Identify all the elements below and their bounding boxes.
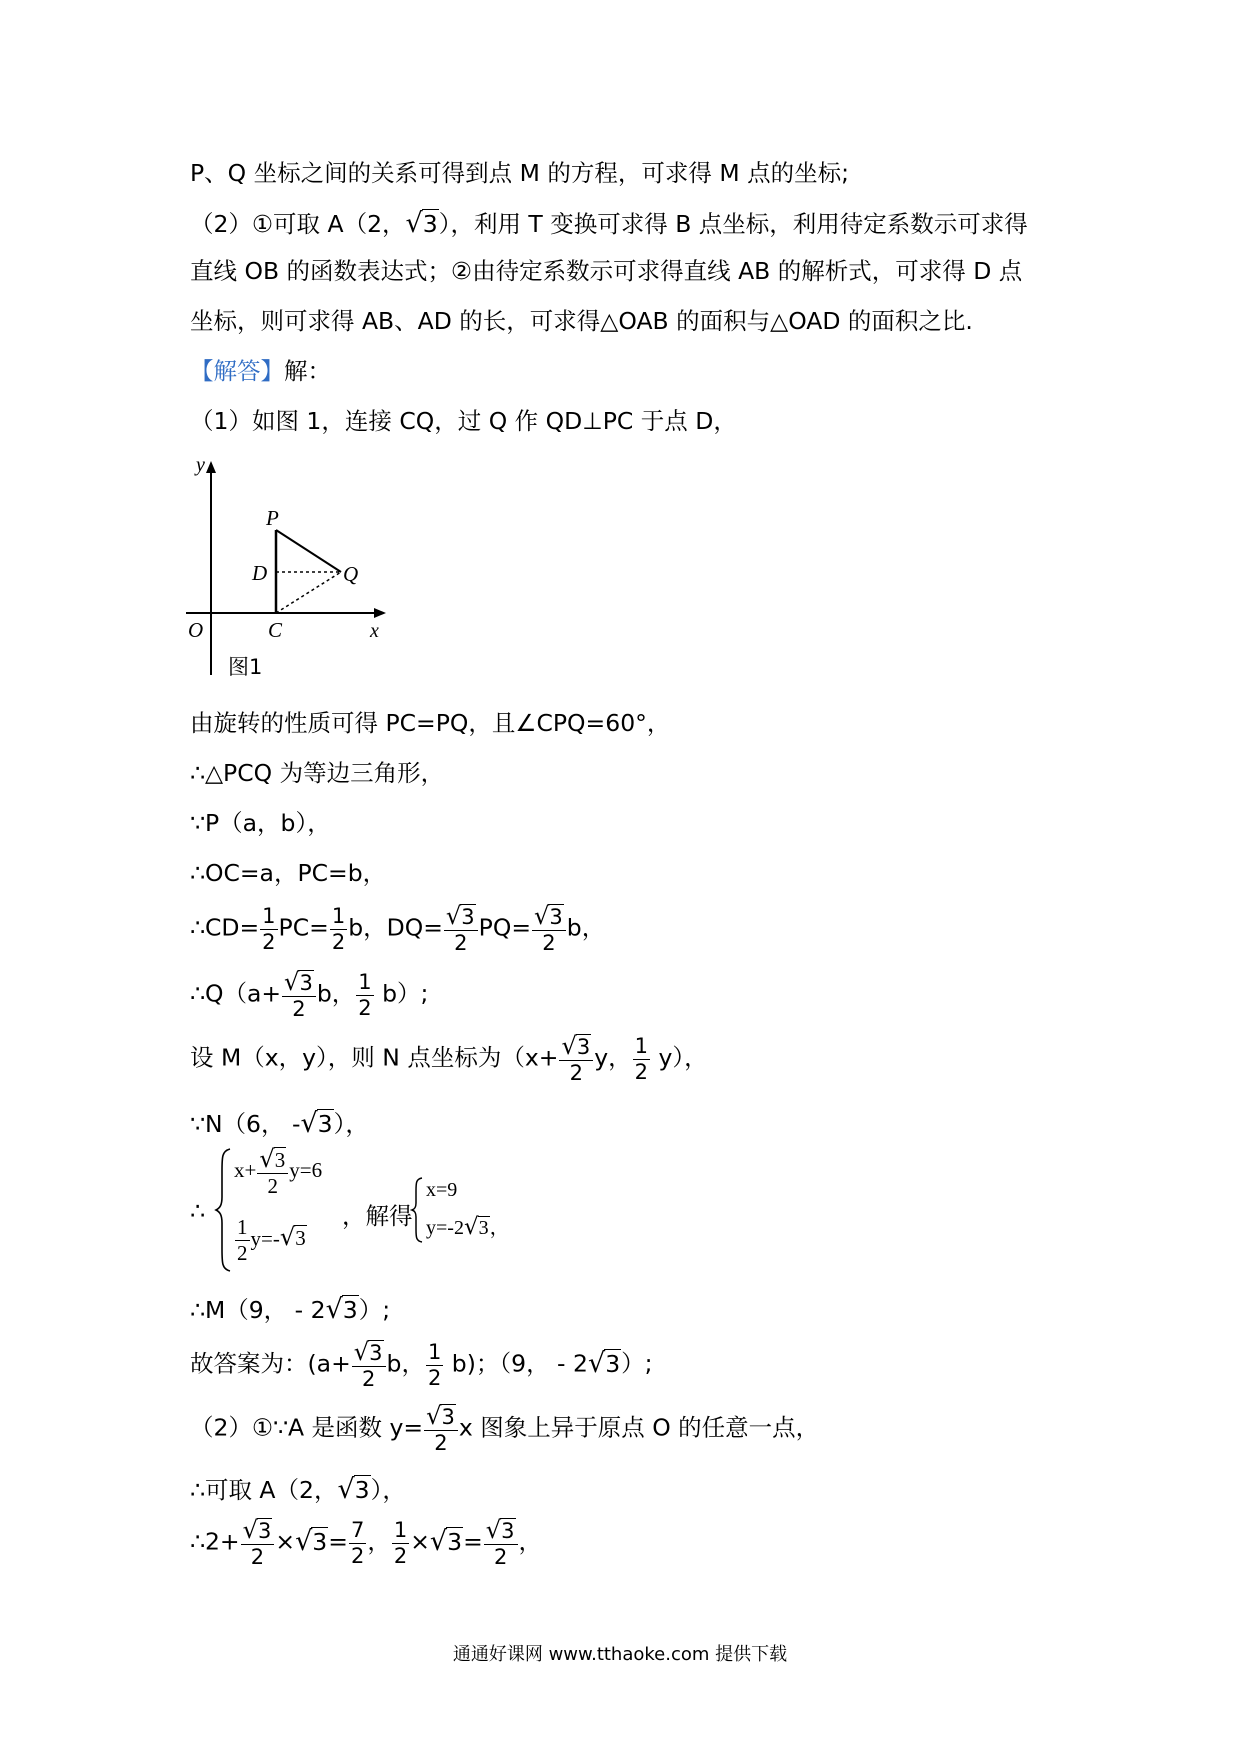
segment-pq	[276, 530, 341, 572]
x-axis-arrow	[374, 608, 386, 618]
sqrt-3: √3	[337, 1474, 370, 1505]
text-line-2-a: （2）①可取 A（2，	[190, 210, 406, 238]
text-line-16: ∴M（9， - 2√3）;	[190, 1294, 391, 1325]
text-line-13: 设 M（x，y），则 N 点坐标为（x+ $\frac{√3}{2}$ y， $\frac{1}{2}$ y），	[190, 1032, 708, 1086]
fraction-sqrt3-2: $\frac{√3}{2}$	[424, 1404, 458, 1454]
text-line-14: ∵N（6， -√3），	[190, 1108, 369, 1139]
figure-1	[180, 455, 390, 685]
answer-heading	[190, 357, 331, 385]
answer-heading-rest: 解：	[284, 357, 331, 385]
solution-y: y=-2√3，	[426, 1214, 510, 1240]
fraction-1-2: $\frac{1}{2}$	[262, 903, 276, 954]
sqrt-3: √3	[463, 1214, 489, 1240]
equation-system	[190, 1145, 790, 1275]
text-line-6: （1）如图 1，连接 CQ，过 Q 作 QD⊥PC 于点 D，	[190, 407, 737, 435]
text-line-19: ∴可取 A（2，√3），	[190, 1474, 406, 1505]
fraction-sqrt3-2: $\frac{√3}{2}$	[282, 970, 316, 1020]
answer-bracket-label: 【解答】	[190, 357, 284, 385]
text-line-10: ∴OC=a，PC=b，	[190, 859, 387, 887]
label-x: x	[370, 620, 379, 642]
text-line-9: ∵P（a，b），	[190, 809, 331, 837]
sqrt-3: √3	[429, 1525, 463, 1557]
label-p: P	[266, 506, 279, 530]
text-line-2-b: ），利用 T 变换可求得 B 点坐标，利用待定系数示可求得	[438, 210, 1028, 238]
text-line-20: ∴2+ $\frac{√3}{2}$ ×√3= $\frac{7}{2}$ ， $\frac{1}{2}$ ×√3= $\frac{√3}{2}$ ，	[190, 1516, 543, 1570]
left-brace	[214, 1145, 234, 1275]
fraction-1-2: $\frac{1}{2}$	[393, 1517, 408, 1568]
figure-caption: 图1	[228, 655, 263, 679]
sqrt-3: √3	[405, 208, 438, 239]
text-line-7: 由旋转的性质可得 PC=PQ，且∠CPQ=60°，	[190, 709, 671, 737]
solve-text: ，解得	[342, 1202, 413, 1230]
sqrt-3: √3	[279, 1223, 306, 1252]
text-line-8: ∴△PCQ 为等边三角形，	[190, 759, 445, 787]
fraction-sqrt3-2: $\frac{√3}{2}$	[257, 1147, 288, 1197]
sqrt-3: √3	[300, 1108, 333, 1139]
segment-cq	[276, 572, 341, 613]
label-c: C	[268, 618, 283, 642]
right-brace	[410, 1175, 424, 1245]
therefore-sign: ∴	[190, 1197, 205, 1225]
fraction-1-2: $\frac{1}{2}$	[634, 1033, 648, 1084]
text-line-2	[190, 210, 1028, 237]
fraction-1-2: $\frac{1}{2}$	[427, 1339, 442, 1390]
equation-2: $\frac{1}{2}$ y=-√3	[237, 1215, 306, 1265]
text-line-12: ∴Q（a+ $\frac{√3}{2}$ b， $\frac{1}{2}$ b）;	[190, 968, 429, 1022]
text-line-4: 坐标，则可求得 AB、AD 的长，可求得△OAB 的面积与△OAD 的面积之比.	[190, 307, 973, 335]
label-y: y	[196, 455, 205, 476]
label-q: Q	[343, 562, 359, 586]
text-line-1: P、Q 坐标之间的关系可得到点 M 的方程，可求得 M 点的坐标;	[190, 159, 849, 187]
fraction-7-2: $\frac{7}{2}$	[350, 1517, 365, 1568]
fraction-sqrt3-2: $\frac{√3}{2}$	[559, 1034, 593, 1084]
fraction-1-2: $\frac{1}{2}$	[331, 903, 346, 954]
y-axis-arrow	[206, 461, 216, 473]
text-line-17: 故答案为：(a+ $\frac{√3}{2}$ b， $\frac{1}{2}$ b)；（9， - 2√3）;	[190, 1338, 653, 1392]
equation-1: x+ $\frac{√3}{2}$ y=6	[234, 1145, 323, 1199]
solution-x: x=9	[426, 1179, 458, 1201]
fraction-sqrt3-2: $\frac{√3}{2}$	[352, 1340, 386, 1390]
fraction-1-2: $\frac{1}{2}$	[237, 1215, 248, 1265]
label-d: D	[252, 561, 268, 585]
sqrt-3: √3	[295, 1525, 328, 1557]
label-o: O	[188, 618, 204, 642]
fraction-sqrt3-2: $\frac{√3}{2}$	[241, 1518, 275, 1568]
fraction-sqrt3-2: $\frac{√3}{2}$	[532, 904, 566, 954]
text-line-11: ∴CD= $\frac{1}{2}$ PC= $\frac{1}{2}$ b，DQ= $\frac{√3}{2}$ PQ= $\frac{√3}{2}$ b，	[190, 902, 606, 956]
sqrt-3: √3	[587, 1347, 621, 1379]
sqrt-3: √3	[325, 1294, 358, 1325]
text-line-3: 直线 OB 的函数表达式；②由待定系数示可求得直线 AB 的解析式，可求得 D 点	[190, 257, 1023, 285]
text-line-18: （2）①∵A 是函数 y= $\frac{√3}{2}$ x 图象上异于原点 O 的任意一点，	[190, 1402, 820, 1456]
page-footer: 通通好课网 www.tthaoke.com 提供下载	[452, 1644, 788, 1665]
fraction-1-2: $\frac{1}{2}$	[358, 969, 372, 1020]
fraction-sqrt3-2: $\frac{√3}{2}$	[444, 904, 478, 954]
fraction-sqrt3-2: $\frac{√3}{2}$	[484, 1518, 518, 1568]
